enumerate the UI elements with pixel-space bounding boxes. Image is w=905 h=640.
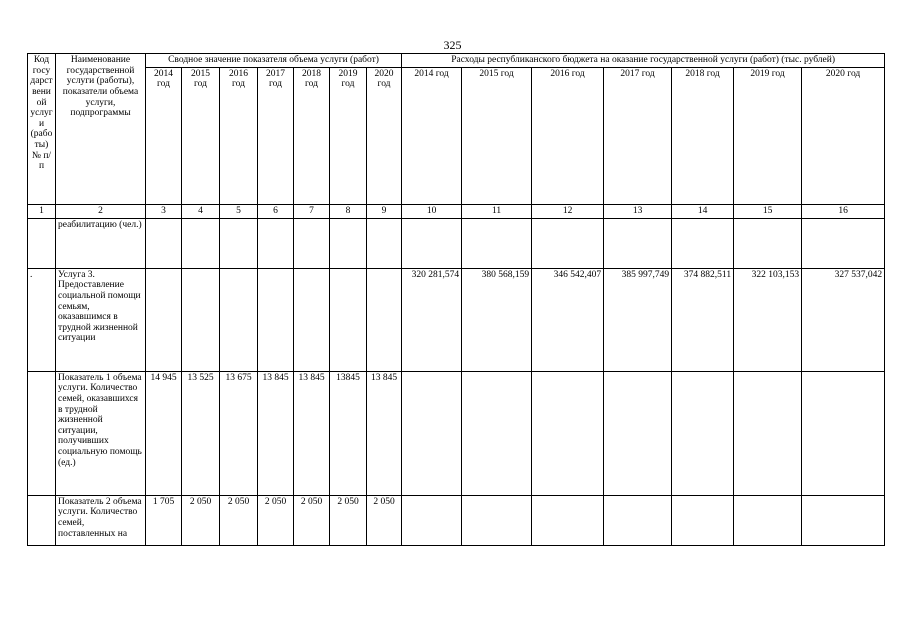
header-expenses-year: 2016 год [532, 67, 604, 204]
expense-cell: 327 537,042 [802, 268, 885, 371]
header-volume-year: 2016 год [220, 67, 258, 204]
row-name: Показатель 2 объема услуги. Количество семей, поставленных на [56, 495, 146, 545]
volume-cell [294, 268, 330, 371]
header-volume-year: 2019 год [330, 67, 367, 204]
expense-cell [402, 495, 462, 545]
column-number: 3 [146, 204, 182, 218]
volume-cell [182, 218, 220, 268]
expense-cell [672, 371, 734, 495]
row-code [28, 371, 56, 495]
expense-cell [802, 218, 885, 268]
volume-cell: 2 050 [367, 495, 402, 545]
volume-cell: 14 945 [146, 371, 182, 495]
volume-cell [330, 268, 367, 371]
column-number: 6 [258, 204, 294, 218]
header-expenses-year: 2018 год [672, 67, 734, 204]
expense-cell [604, 218, 672, 268]
volume-cell: 2 050 [258, 495, 294, 545]
expense-cell: 385 997,749 [604, 268, 672, 371]
volume-cell [367, 268, 402, 371]
header-expenses-year: 2020 год [802, 67, 885, 204]
expense-cell [604, 371, 672, 495]
header-expenses-year: 2019 год [734, 67, 802, 204]
expense-cell [462, 218, 532, 268]
volume-cell: 13 845 [294, 371, 330, 495]
column-number: 5 [220, 204, 258, 218]
volume-cell [220, 218, 258, 268]
column-number: 10 [402, 204, 462, 218]
volume-cell: 13 845 [367, 371, 402, 495]
volume-cell [146, 218, 182, 268]
expense-cell [604, 495, 672, 545]
header-code: Код госу дарст вени ой услуг и (рабо ты) № п/п [28, 54, 56, 205]
header-volume-year: 2017 год [258, 67, 294, 204]
volume-cell: 2 050 [294, 495, 330, 545]
volume-cell [146, 268, 182, 371]
column-number: 15 [734, 204, 802, 218]
row-name: реабилитацию (чел.) [56, 218, 146, 268]
table-row [28, 268, 885, 371]
expense-cell [462, 371, 532, 495]
header-expenses-year: 2015 год [462, 67, 532, 204]
volume-cell [220, 268, 258, 371]
expense-cell [734, 371, 802, 495]
expense-cell [734, 495, 802, 545]
column-number: 12 [532, 204, 604, 218]
column-number: 8 [330, 204, 367, 218]
expense-cell [532, 495, 604, 545]
header-expenses-group: Расходы республиканского бюджета на оказание государственной услуги (работ) (тыс. рублей) [402, 54, 885, 68]
column-number: 1 [28, 204, 56, 218]
expense-cell: 320 281,574 [402, 268, 462, 371]
row-code [28, 495, 56, 545]
column-number: 2 [56, 204, 146, 218]
row-name: Показатель 1 объема услуги. Количество семей, оказавшихся в трудной жизненной ситуации, получивших социальную помощь (ед.) [56, 371, 146, 495]
volume-cell: 1 705 [146, 495, 182, 545]
header-volume-year: 2020 год [367, 67, 402, 204]
expense-cell [672, 495, 734, 545]
table-row [28, 371, 885, 495]
expense-cell [802, 371, 885, 495]
row-code: . [28, 268, 56, 371]
volume-cell [367, 218, 402, 268]
expense-cell [532, 218, 604, 268]
column-number: 11 [462, 204, 532, 218]
column-number: 16 [802, 204, 885, 218]
column-number: 14 [672, 204, 734, 218]
expense-cell: 322 103,153 [734, 268, 802, 371]
column-number: 7 [294, 204, 330, 218]
row-code [28, 218, 56, 268]
header-name: Наименование государственной услуги (работы), показатели объема услуги, подпрограммы [56, 54, 146, 205]
volume-cell [258, 268, 294, 371]
budget-table [27, 53, 885, 546]
column-number: 4 [182, 204, 220, 218]
expense-cell [672, 218, 734, 268]
volume-cell: 13845 [330, 371, 367, 495]
header-volume-year: 2014 год [146, 67, 182, 204]
expense-cell: 380 568,159 [462, 268, 532, 371]
expense-cell: 346 542,407 [532, 268, 604, 371]
expense-cell [402, 218, 462, 268]
volume-cell [258, 218, 294, 268]
table-row [28, 495, 885, 545]
expense-cell [802, 495, 885, 545]
header-volume-year: 2018 год [294, 67, 330, 204]
expense-cell [402, 371, 462, 495]
volume-cell: 13 845 [258, 371, 294, 495]
header-expenses-year: 2014 год [402, 67, 462, 204]
row-name: Услуга 3. Предоставление социальной помощи семьям, оказавшимся в трудной жизненной ситуации [56, 268, 146, 371]
header-volume-group: Сводное значение показателя объема услуги (работ) [146, 54, 402, 68]
expense-cell [462, 495, 532, 545]
expense-cell [532, 371, 604, 495]
volume-cell [330, 218, 367, 268]
table-row [28, 218, 885, 268]
volume-cell: 2 050 [330, 495, 367, 545]
volume-cell [294, 218, 330, 268]
volume-cell: 13 675 [220, 371, 258, 495]
volume-cell: 2 050 [182, 495, 220, 545]
header-volume-year: 2015 год [182, 67, 220, 204]
expense-cell [734, 218, 802, 268]
page-number: 325 [443, 38, 462, 52]
expense-cell: 374 882,511 [672, 268, 734, 371]
column-number: 9 [367, 204, 402, 218]
column-number: 13 [604, 204, 672, 218]
volume-cell [182, 268, 220, 371]
header-expenses-year: 2017 год [604, 67, 672, 204]
volume-cell: 2 050 [220, 495, 258, 545]
volume-cell: 13 525 [182, 371, 220, 495]
